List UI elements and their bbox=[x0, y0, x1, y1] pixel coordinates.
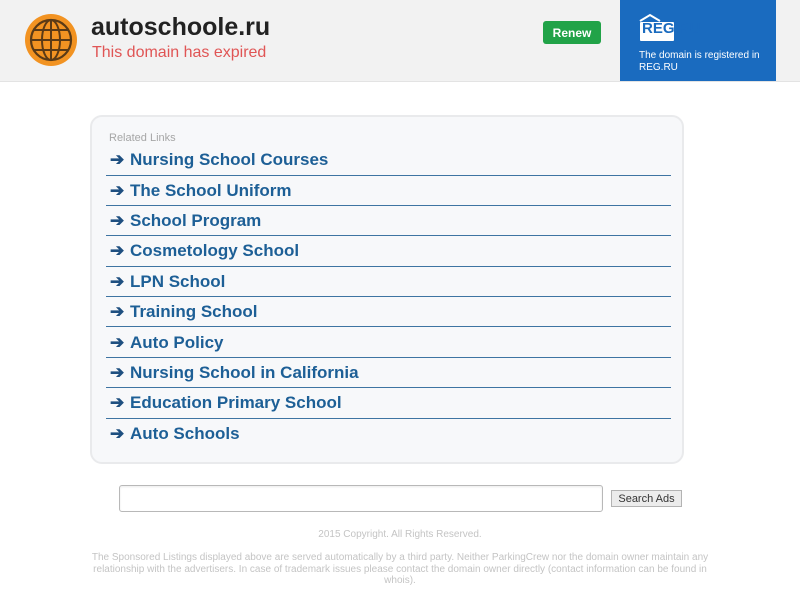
page-header bbox=[0, 0, 800, 82]
renew-button[interactable]: Renew bbox=[543, 21, 601, 44]
related-link-label[interactable]: School Program bbox=[130, 211, 262, 231]
arrow-right-icon: ➔ bbox=[110, 393, 125, 413]
arrow-right-icon: ➔ bbox=[110, 424, 125, 444]
globe-icon bbox=[25, 14, 77, 66]
copyright-text: 2015 Copyright. All Rights Reserved. bbox=[318, 529, 482, 540]
related-link-item[interactable] bbox=[106, 389, 671, 419]
related-link-item[interactable] bbox=[106, 359, 671, 389]
arrow-right-icon: ➔ bbox=[110, 302, 125, 322]
related-link-label[interactable]: Cosmetology School bbox=[130, 241, 300, 261]
related-link-item[interactable] bbox=[106, 146, 671, 176]
related-link-label[interactable]: Auto Policy bbox=[130, 332, 224, 352]
related-link-item[interactable] bbox=[106, 176, 671, 206]
related-link-item[interactable] bbox=[106, 298, 671, 328]
arrow-right-icon: ➔ bbox=[110, 362, 125, 382]
related-links-title: Related Links bbox=[109, 132, 176, 144]
related-links-panel bbox=[90, 115, 684, 464]
related-link-label[interactable]: Nursing School Courses bbox=[130, 150, 329, 170]
domain-name: autoschoole.ru bbox=[91, 13, 271, 41]
related-links-list bbox=[106, 146, 671, 450]
disclaimer-text: The Sponsored Listings displayed above are served automatically by a third party. Neither ParkingCrew nor the domain owner maintain any relationship with the advertisers. In case of trademark issues please contact the domain owner directly (contact information can be found in whois). bbox=[91, 552, 709, 586]
related-link-label[interactable]: Training School bbox=[130, 302, 258, 322]
arrow-right-icon: ➔ bbox=[110, 271, 125, 291]
related-link-item[interactable] bbox=[106, 328, 671, 358]
expired-status: This domain has expired bbox=[92, 44, 267, 61]
related-link-item[interactable] bbox=[106, 268, 671, 298]
arrow-right-icon: ➔ bbox=[110, 241, 125, 261]
related-link-label[interactable]: The School Uniform bbox=[130, 180, 292, 200]
arrow-right-icon: ➔ bbox=[110, 211, 125, 231]
search-input[interactable] bbox=[119, 485, 603, 512]
related-link-label[interactable]: Nursing School in California bbox=[130, 362, 359, 382]
related-link-label[interactable]: Auto Schools bbox=[130, 424, 240, 444]
registrar-logo bbox=[638, 11, 700, 45]
arrow-right-icon: ➔ bbox=[110, 180, 125, 200]
related-link-label[interactable]: LPN School bbox=[130, 271, 226, 291]
related-link-item[interactable] bbox=[106, 237, 671, 267]
related-link-label[interactable]: Education Primary School bbox=[130, 393, 342, 413]
related-link-item[interactable] bbox=[106, 207, 671, 237]
related-link-item[interactable] bbox=[106, 420, 671, 450]
registrar-note: The domain is registered in REG.RU bbox=[639, 50, 760, 73]
registrar-panel[interactable] bbox=[620, 0, 776, 81]
search-ads-button[interactable]: Search Ads bbox=[611, 490, 682, 507]
arrow-right-icon: ➔ bbox=[110, 150, 125, 170]
registrar-logo-text: REG.RU bbox=[642, 19, 701, 37]
arrow-right-icon: ➔ bbox=[110, 332, 125, 352]
